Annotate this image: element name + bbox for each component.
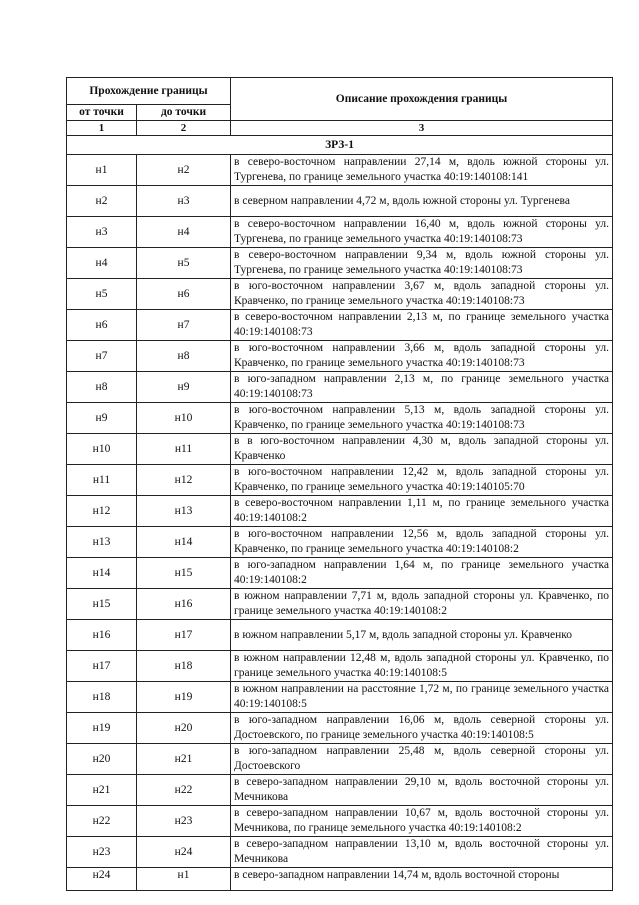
header-description: Описание прохождения границы	[231, 78, 613, 121]
from-point-cell: н16	[67, 620, 137, 651]
column-number-1: 1	[67, 121, 137, 136]
to-point-cell: н8	[137, 341, 231, 372]
description-cell: в юго-западном направлении 1,64 м, по границе земельного участка 40:19:140108:2	[231, 558, 613, 589]
description-cell: в южном направлении на расстояние 1,72 м, по границе земельного участка 40:19:140108:5	[231, 682, 613, 713]
table-row	[67, 372, 613, 403]
from-point-cell: н19	[67, 713, 137, 744]
from-point-cell: н22	[67, 806, 137, 837]
from-point-cell: н12	[67, 496, 137, 527]
table-row	[67, 155, 613, 186]
from-point-cell: н17	[67, 651, 137, 682]
description-cell: в южном направлении 5,17 м, вдоль западной стороны ул. Кравченко	[231, 620, 613, 651]
table-row	[67, 713, 613, 744]
description-cell: в юго-восточном направлении 3,67 м, вдоль западной стороны ул. Кравченко, по границе земельного участка 40:19:140108:73	[231, 279, 613, 310]
description-cell: в северо-западном направлении 14,74 м, вдоль восточной стороны	[231, 868, 613, 891]
table-row	[67, 279, 613, 310]
header-to-point: до точки	[137, 105, 231, 121]
header-row-top	[67, 78, 613, 105]
table-row	[67, 434, 613, 465]
table-row	[67, 217, 613, 248]
from-point-cell: н13	[67, 527, 137, 558]
table-row	[67, 310, 613, 341]
table-row	[67, 186, 613, 217]
from-point-cell: н6	[67, 310, 137, 341]
column-number-3: 3	[231, 121, 613, 136]
description-cell: в в юго-восточном направлении 4,30 м, вдоль западной стороны ул. Кравченко	[231, 434, 613, 465]
table-row	[67, 341, 613, 372]
description-cell: в северо-восточном направлении 1,11 м, по границе земельного участка 40:19:140108:2	[231, 496, 613, 527]
from-point-cell: н4	[67, 248, 137, 279]
description-cell: в северо-западном направлении 13,10 м, вдоль восточной стороны ул. Мечникова	[231, 837, 613, 868]
from-point-cell: н18	[67, 682, 137, 713]
zone-row	[67, 136, 613, 155]
zone-title: ЗРЗ-1	[67, 136, 613, 155]
to-point-cell: н7	[137, 310, 231, 341]
to-point-cell: н1	[137, 868, 231, 891]
boundary-table	[66, 77, 613, 891]
table-row	[67, 465, 613, 496]
description-cell: в северо-восточном направлении 9,34 м, вдоль южной стороны ул. Тургенева, по границе земельного участка 40:19:140108:73	[231, 248, 613, 279]
description-cell: в северо-восточном направлении 2,13 м, по границе земельного участка 40:19:140108:73	[231, 310, 613, 341]
description-cell: в юго-западном направлении 25,48 м, вдоль северной стороны ул. Достоевского	[231, 744, 613, 775]
table-row	[67, 248, 613, 279]
to-point-cell: н4	[137, 217, 231, 248]
description-cell: в южном направлении 12,48 м, вдоль западной стороны ул. Кравченко, по границе земельного участка 40:19:140108:5	[231, 651, 613, 682]
to-point-cell: н19	[137, 682, 231, 713]
header-from-point: от точки	[67, 105, 137, 121]
to-point-cell: н14	[137, 527, 231, 558]
description-cell: в северо-восточном направлении 27,14 м, вдоль южной стороны ул. Тургенева, по границе земельного участка 40:19:140108:141	[231, 155, 613, 186]
to-point-cell: н2	[137, 155, 231, 186]
description-cell: в юго-западном направлении 16,06 м, вдоль северной стороны ул. Достоевского, по границе земельного участка 40:19:140108:5	[231, 713, 613, 744]
from-point-cell: н3	[67, 217, 137, 248]
to-point-cell: н22	[137, 775, 231, 806]
from-point-cell: н7	[67, 341, 137, 372]
column-number-2: 2	[137, 121, 231, 136]
table-row	[67, 620, 613, 651]
to-point-cell: н5	[137, 248, 231, 279]
from-point-cell: н10	[67, 434, 137, 465]
table-row	[67, 744, 613, 775]
to-point-cell: н21	[137, 744, 231, 775]
from-point-cell: н23	[67, 837, 137, 868]
to-point-cell: н17	[137, 620, 231, 651]
to-point-cell: н18	[137, 651, 231, 682]
to-point-cell: н20	[137, 713, 231, 744]
table-row	[67, 868, 613, 891]
from-point-cell: н20	[67, 744, 137, 775]
from-point-cell: н1	[67, 155, 137, 186]
from-point-cell: н24	[67, 868, 137, 891]
column-numbers-row	[67, 121, 613, 136]
description-cell: в юго-восточном направлении 12,56 м, вдоль западной стороны ул. Кравченко, по границе земельного участка 40:19:140108:2	[231, 527, 613, 558]
description-cell: в северо-западном направлении 10,67 м, вдоль восточной стороны ул. Мечникова, по границе земельного участка 40:19:140108:2	[231, 806, 613, 837]
to-point-cell: н15	[137, 558, 231, 589]
description-cell: в юго-западном направлении 2,13 м, по границе земельного участка 40:19:140108:73	[231, 372, 613, 403]
table-row	[67, 837, 613, 868]
to-point-cell: н6	[137, 279, 231, 310]
to-point-cell: н3	[137, 186, 231, 217]
table-row	[67, 558, 613, 589]
to-point-cell: н10	[137, 403, 231, 434]
document-page	[66, 77, 612, 891]
description-cell: в северном направлении 4,72 м, вдоль южной стороны ул. Тургенева	[231, 186, 613, 217]
to-point-cell: н11	[137, 434, 231, 465]
from-point-cell: н15	[67, 589, 137, 620]
table-row	[67, 403, 613, 434]
description-cell: в юго-восточном направлении 12,42 м, вдоль западной стороны ул. Кравченко, по границе земельного участка 40:19:140105:70	[231, 465, 613, 496]
table-row	[67, 775, 613, 806]
from-point-cell: н11	[67, 465, 137, 496]
to-point-cell: н24	[137, 837, 231, 868]
table-row	[67, 527, 613, 558]
description-cell: в северо-восточном направлении 16,40 м, вдоль южной стороны ул. Тургенева, по границе земельного участка 40:19:140108:73	[231, 217, 613, 248]
to-point-cell: н13	[137, 496, 231, 527]
description-cell: в юго-восточном направлении 5,13 м, вдоль западной стороны ул. Кравченко, по границе земельного участка 40:19:140108:73	[231, 403, 613, 434]
to-point-cell: н12	[137, 465, 231, 496]
table-row	[67, 651, 613, 682]
table-row	[67, 496, 613, 527]
header-passage: Прохождение границы	[67, 78, 231, 105]
table-body	[67, 155, 613, 891]
from-point-cell: н8	[67, 372, 137, 403]
from-point-cell: н21	[67, 775, 137, 806]
description-cell: в северо-западном направлении 29,10 м, вдоль восточной стороны ул. Мечникова	[231, 775, 613, 806]
description-cell: в южном направлении 7,71 м, вдоль западной стороны ул. Кравченко, по границе земельного участка 40:19:140108:2	[231, 589, 613, 620]
table-row	[67, 682, 613, 713]
from-point-cell: н2	[67, 186, 137, 217]
to-point-cell: н23	[137, 806, 231, 837]
to-point-cell: н9	[137, 372, 231, 403]
table-row	[67, 589, 613, 620]
from-point-cell: н5	[67, 279, 137, 310]
from-point-cell: н14	[67, 558, 137, 589]
table-row	[67, 806, 613, 837]
from-point-cell: н9	[67, 403, 137, 434]
description-cell: в юго-восточном направлении 3,66 м, вдоль западной стороны ул. Кравченко, по границе земельного участка 40:19:140108:73	[231, 341, 613, 372]
to-point-cell: н16	[137, 589, 231, 620]
